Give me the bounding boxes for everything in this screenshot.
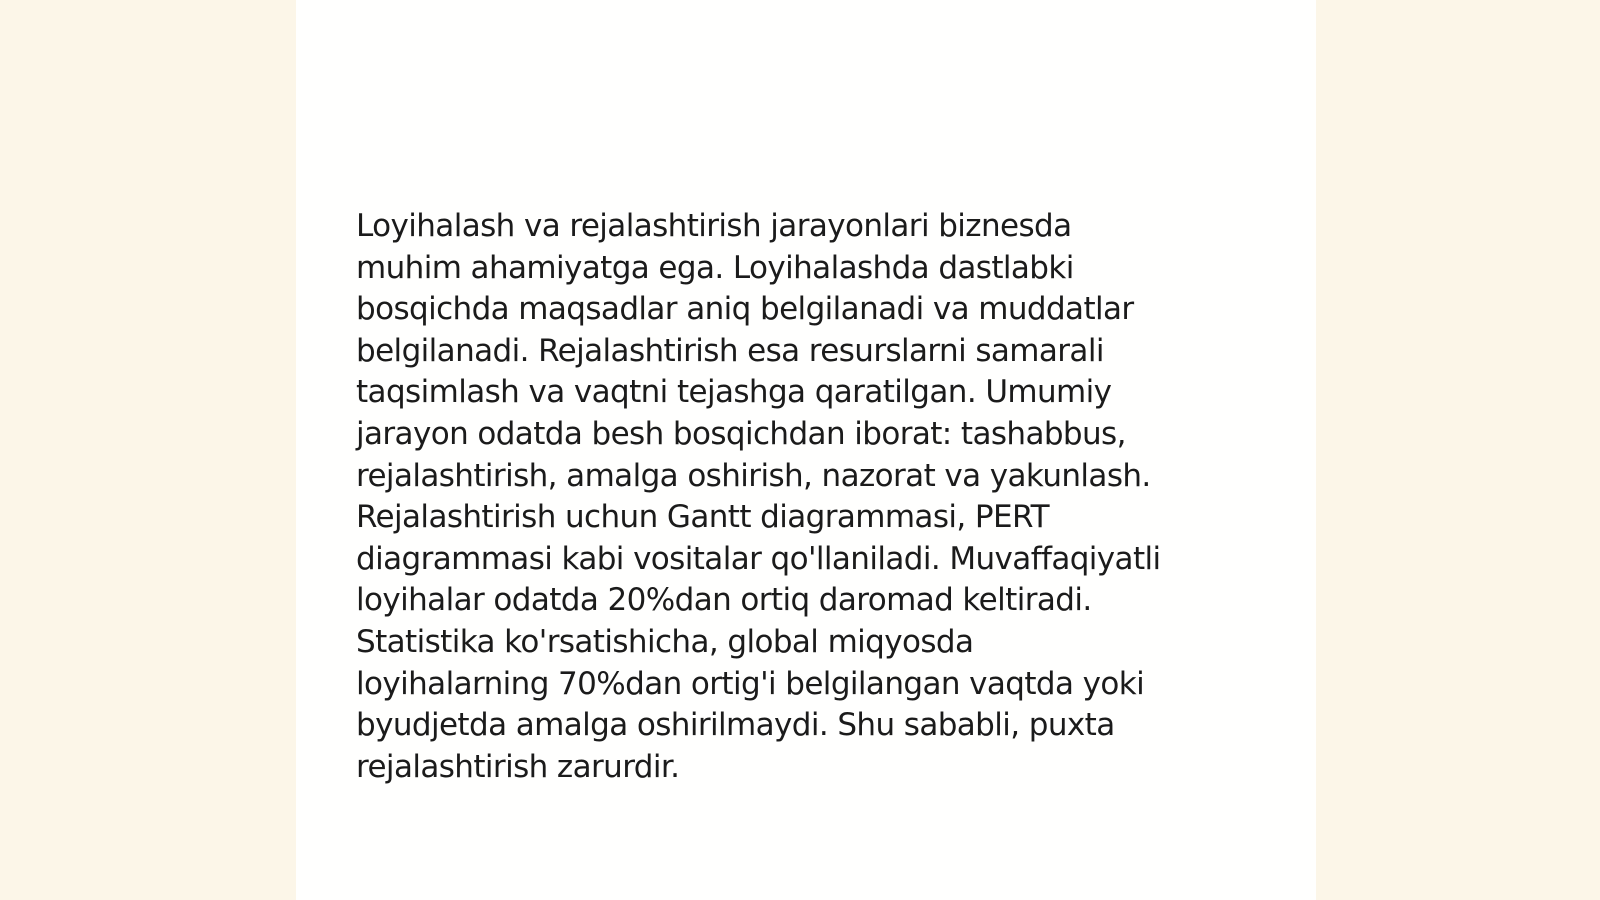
paragraph-line-2: muhim ahamiyatga ega. Loyihalashda dastlabki <box>356 249 1074 286</box>
document-page <box>296 0 1316 900</box>
paragraph-line-5: taqsimlash va vaqtni tejashga qaratilgan. Umumiy <box>356 374 1112 411</box>
paragraph-line-14: rejalashtirish zarurdir. <box>356 748 680 785</box>
paragraph-line-8: Rejalashtirish uchun Gantt diagrammasi, PERT <box>356 499 1050 536</box>
body-paragraph <box>356 206 1276 788</box>
paragraph-line-3: bosqichda maqsadlar aniq belgilanadi va muddatlar <box>356 291 1134 328</box>
paragraph-line-13: byudjetda amalga oshirilmaydi. Shu sababli, puxta <box>356 707 1115 744</box>
paragraph-line-12: loyihalarning 70%dan ortig'i belgilangan vaqtda yoki <box>356 665 1145 702</box>
paragraph-line-10: loyihalar odatda 20%dan ortiq daromad keltiradi. <box>356 582 1092 619</box>
paragraph-line-9: diagrammasi kabi vositalar qo'llaniladi. Muvaffaqiyatli <box>356 540 1161 577</box>
paragraph-line-4: belgilanadi. Rejalashtirish esa resurslarni samarali <box>356 332 1104 369</box>
paragraph-line-11: Statistika ko'rsatishicha, global miqyosda <box>356 623 974 660</box>
paragraph-line-6: jarayon odatda besh bosqichdan iborat: tashabbus, <box>356 415 1126 452</box>
paragraph-line-1: Loyihalash va rejalashtirish jarayonlari biznesda <box>356 208 1072 244</box>
paragraph-line-7: rejalashtirish, amalga oshirish, nazorat va yakunlash. <box>356 457 1151 494</box>
